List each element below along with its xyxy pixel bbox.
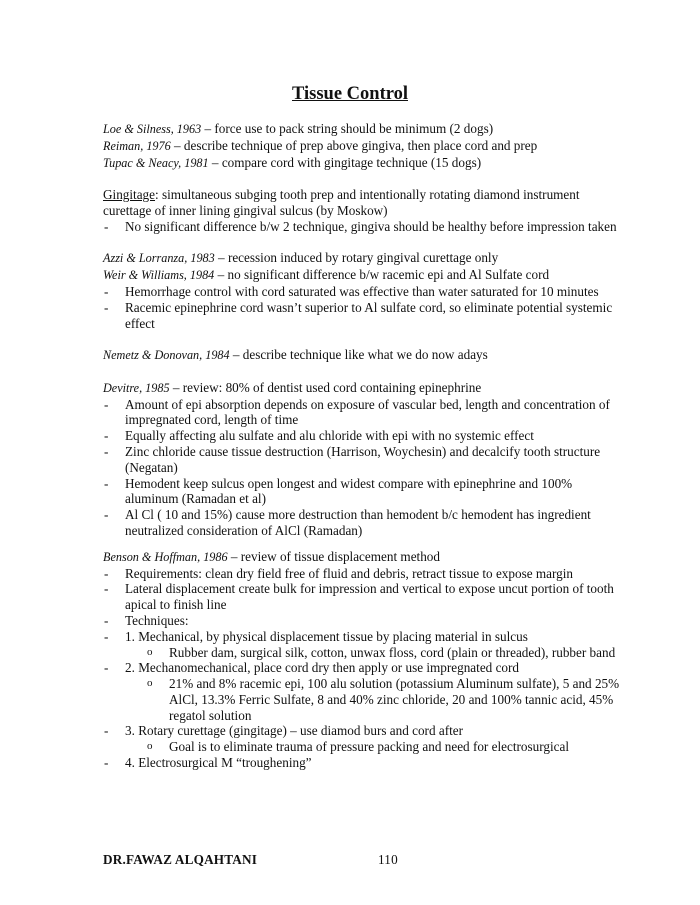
bullet-item: - Hemodent keep sulcus open longest and widest compare with epinephrine and 100% aluminum (Ramadan et al) xyxy=(104,475,573,507)
reference-line: Reiman, 1976 – describe technique of prep above gingiva, then place cord and prep xyxy=(103,137,538,153)
page-number: 110 xyxy=(378,852,398,867)
bullet-item: - Equally affecting alu sulfate and alu chloride with epi with no systemic effect xyxy=(104,428,534,444)
footer-author: DR.FAWAZ ALQAHTANI xyxy=(103,852,258,867)
citation: Nemetz & Donovan, 1984 xyxy=(103,348,230,363)
citation: Weir & Williams, 1984 xyxy=(103,268,215,283)
bullet-item: - No significant difference b/w 2 technique, gingiva should be healthy before impression taken xyxy=(104,218,617,234)
bullet-item: - 2. Mechanomechanical, place cord dry then apply or use impregnated cord xyxy=(104,660,520,676)
reference-line: Nemetz & Donovan, 1984 – describe technique like what we do now adays xyxy=(103,347,488,363)
circle-bullet-icon: o xyxy=(147,740,153,753)
circle-bullet-icon: o xyxy=(147,677,153,690)
citation: Devitre, 1985 xyxy=(103,380,170,395)
citation: Benson & Hoffman, 1986 xyxy=(103,549,228,564)
reference-line: Azzi & Lorranza, 1983 – recession induced by rotary gingival curettage only xyxy=(103,250,499,266)
gingitage-definition: Gingitage: simultaneous subging tooth prep and intentionally rotating diamond instrument curettage of inner lining gingival sulcus (by Moskow) xyxy=(103,187,580,218)
citation: Reiman, 1976 xyxy=(103,138,171,153)
reference-line: Devitre, 1985 – review: 80% of dentist used cord containing epinephrine xyxy=(103,379,482,395)
bullet-item: - 4. Electrosurgical M “troughening” xyxy=(104,755,312,771)
bullet-item: - 1. Mechanical, by physical displacement tissue by placing material in sulcus xyxy=(104,628,528,644)
reference-line: Weir & Williams, 1984 – no significant difference b/w racemic epi and Al Sulfate cord xyxy=(103,267,550,283)
bullet-item: - Racemic epinephrine cord wasn’t superior to Al sulfate cord, so eliminate potential systemic effect xyxy=(104,299,613,331)
citation: Tupac & Neacy, 1981 xyxy=(103,155,209,170)
page-title: Tissue Control xyxy=(292,84,408,104)
bullet-item: - Al Cl ( 10 and 15%) cause more destruction than hemodent b/c hemodent has ingredient neutralized consideration of AlCl (Ramadan) xyxy=(104,507,591,538)
bullet-item: - 3. Rotary curettage (gingitage) – use diamod burs and cord after xyxy=(104,723,463,739)
sub-bullet-item: o 21% and 8% racemic epi, 100 alu solution (potassium Aluminum sulfate), 5 and 25% AlCl, 13.3% Ferric Sulfate, 8 and 40% zinc chloride, 20 and 100% tannic acid, 45% regatol solution xyxy=(147,676,620,723)
citation: Loe & Silness, 1963 xyxy=(103,122,202,136)
document-body xyxy=(103,121,623,771)
bullet-item: - Requirements: clean dry field free of fluid and debris, retract tissue to expose margin xyxy=(104,565,573,581)
bullet-item: - Lateral displacement create bulk for impression and vertical to expose uncut portion of tooth apical to finish line xyxy=(104,581,614,613)
term-gingitage: Gingitage xyxy=(103,187,156,203)
bullet-item: - Amount of epi absorption depends on exposure of vascular bed, length and concentration of impregnated cord, length of time xyxy=(104,396,610,428)
circle-bullet-icon: o xyxy=(147,645,153,658)
bullet-item: - Zinc chloride cause tissue destruction (Harrison, Woychesin) and decalcify tooth structure (Negatan) xyxy=(104,443,601,475)
bullet-item: - Techniques: xyxy=(104,612,189,628)
reference-line: Loe & Silness, 1963 – force use to pack string should be minimum (2 dogs) xyxy=(103,121,494,136)
reference-line: Tupac & Neacy, 1981 – compare cord with gingitage technique (15 dogs) xyxy=(103,154,482,170)
citation: Azzi & Lorranza, 1983 xyxy=(103,251,215,266)
reference-line: Benson & Hoffman, 1986 – review of tissue displacement method xyxy=(103,548,440,564)
sub-bullet-item: o Rubber dam, surgical silk, cotton, unwax floss, cord (plain or threaded), rubber band xyxy=(147,644,616,660)
bullet-item: - Hemorrhage control with cord saturated was effective than water saturated for 10 minutes xyxy=(104,283,599,299)
sub-bullet-item: o Goal is to eliminate trauma of pressure packing and need for electrosurgical xyxy=(147,739,569,755)
